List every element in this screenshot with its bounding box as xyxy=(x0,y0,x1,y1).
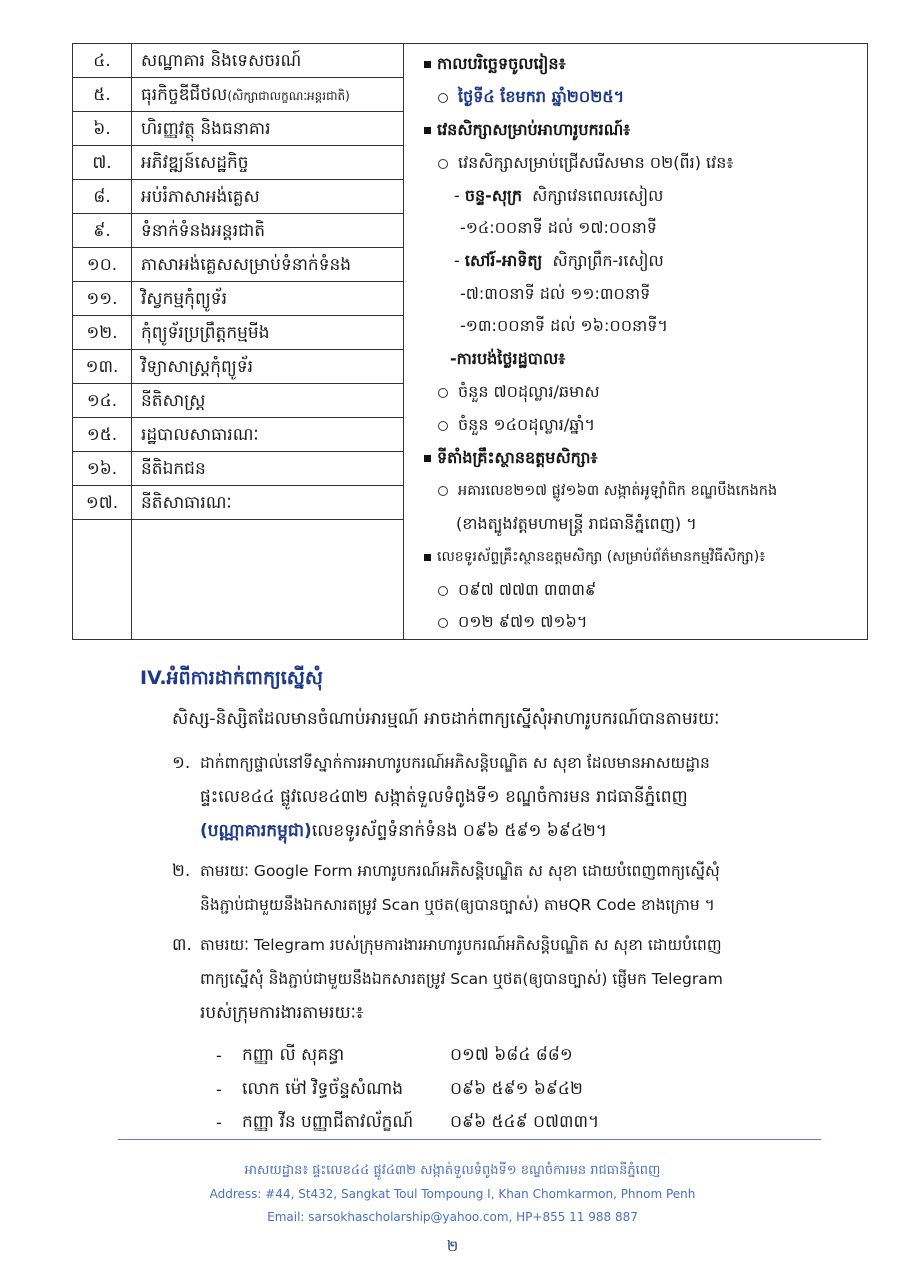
program-name-text: វិទ្យាសាស្ត្រកុំព្យូទ័រ xyxy=(141,357,254,377)
program-name-text: វិស្វកម្មកុំព្យូទ័រ xyxy=(141,289,227,309)
phone-2: ០១២ ៩៧១ ៧១៦។ xyxy=(438,612,587,632)
program-name xyxy=(141,186,260,211)
programs-column xyxy=(73,44,404,639)
bullet-square-icon xyxy=(424,127,431,134)
table-row xyxy=(73,180,403,214)
program-name xyxy=(141,322,270,347)
bullet-circle-icon xyxy=(438,421,448,431)
row-number: ១២. xyxy=(86,323,118,343)
program-name xyxy=(141,220,265,245)
program-name-text: អភិវឌ្ឍន៍សេដ្ឋកិច្ច xyxy=(141,153,249,173)
item-3-line-1: តាមរយៈ Telegram របស់ក្រុមការងារអាហារូបករណ៍អភិសន្តិបណ្ឌិត ស សុខា ដោយបំពេញ xyxy=(200,936,722,954)
item-1-line-2: ផ្ទះលេខ៤៤ ផ្លូវលេខ៤៣២ សង្កាត់ទួលទំពូងទី១ ខណ្ឌចំការមន រាជធានីភ្នំពេញ xyxy=(200,787,688,807)
bullet-circle-icon xyxy=(438,586,448,596)
item-3-line-3: របស់ក្រុមការងារតាមរយៈ៖ xyxy=(200,1003,364,1023)
program-name-text: នីតិសាធារណៈ xyxy=(141,493,232,513)
row-number: ១៣. xyxy=(85,357,119,377)
table-row xyxy=(73,350,403,384)
program-name xyxy=(141,390,205,415)
shift-intro: វេនសិក្សាសម្រាប់ជ្រើសរើសមាន ០២(ពីរ) វេន៖ xyxy=(438,153,733,173)
row-number: ៧. xyxy=(92,153,112,173)
program-name xyxy=(141,50,301,75)
item-1-line-3: (បណ្ណាគារកម្ពុជា)លេខទូរស័ព្ទទំនាក់ទំនង ០៩៦ ៥៩១ ៦៩៤២។ xyxy=(200,821,607,841)
program-name-text: នីតិសាស្ត្រ xyxy=(141,391,206,411)
bank-name: (បណ្ណាគារកម្ពុជា) xyxy=(200,821,312,841)
phone-heading: លេខទូរស័ព្ទគ្រឹះស្ថានឧត្តមសិក្សា (សម្រាប់ព័ត៌មានកម្មវិធីសិក្សា)៖ xyxy=(424,547,765,567)
bullet-circle-icon xyxy=(438,93,448,103)
program-name xyxy=(141,118,271,143)
start-date: ថ្ងៃទី៤ ខែមករា ឆ្នាំ២០២៥។ xyxy=(438,87,624,107)
table-row xyxy=(73,44,403,78)
bullet-square-icon xyxy=(424,61,431,68)
item-1-line-1: ដាក់ពាក្យផ្ទាល់នៅទីស្នាក់ការអាហារូបករណ៍អភិសន្តិបណ្ឌិត ស សុខា ដែលមានអាសយដ្ឋាន xyxy=(200,754,710,772)
row-number: ១៥. xyxy=(86,425,118,445)
program-name-text: កុំព្យូទ័រប្រព្រឹត្តកម្មមីង xyxy=(141,323,270,343)
item-3-line-2: ពាក្យស្នើសុំ និងភ្ជាប់ជាមួយនឹងឯកសារតម្រូវ Scan ឬថត(ឲ្យបានច្បាស់) ផ្ញើមក Telegram xyxy=(200,970,723,988)
fee-heading: -ការបង់ថ្លៃរដ្ឋបាល៖ xyxy=(450,349,566,368)
item-2-line-2: និងភ្ជាប់ជាមួយនឹងឯកសារតម្រូវ Scan ឬថត(ឲ្យបានច្បាស់) តាមQR Code ខាងក្រោម ។ xyxy=(200,896,715,914)
bullet-circle-icon xyxy=(438,618,448,628)
bullet-circle-icon xyxy=(438,159,448,169)
start-heading: កាលបរិច្ឆេទចូលរៀន៖ xyxy=(424,54,566,74)
program-name-text: ភាសាអង់គ្លេសសម្រាប់ទំនាក់ទំនង xyxy=(141,255,352,275)
location-line-2: (ខាងត្បូងវត្តមហាមន្ត្រី រាជធានីភ្នំពេញ) ។ xyxy=(456,514,697,533)
program-note: (សិក្សាជាលក្ខណៈអន្តរជាតិ) xyxy=(227,89,350,103)
location-heading: ទីតាំងគ្រឹះស្ថានឧត្តមសិក្សា៖ xyxy=(424,448,597,468)
dash-bullet: - xyxy=(216,1080,222,1099)
dash-bullet: - xyxy=(216,1046,222,1065)
program-name-text: សណ្ឋាគារ និងទេសចរណ៍ xyxy=(141,51,302,71)
table-row xyxy=(73,452,403,486)
program-name xyxy=(141,288,227,313)
table-row xyxy=(73,248,403,282)
program-name-text: ធុរកិច្ចឌីជីថល xyxy=(141,85,228,105)
weekend-time-morning: -៧:៣០នាទី ដល់ ១១:៣០នាទី xyxy=(460,284,651,303)
fee-semester: ចំនួន ៧០ដុល្លារ/ឆមាស xyxy=(438,382,600,402)
table-row xyxy=(73,418,403,452)
row-number: ៥. xyxy=(93,85,111,105)
footer-email: Email: sarsokhascholarship@yahoo.com, HP+855 11 988 887 xyxy=(267,1210,638,1224)
row-number: ១០. xyxy=(86,255,118,275)
contact-name: កញ្ញា វីន បញ្ញាជីតាវល័ក្ខណ៍ xyxy=(242,1112,414,1132)
bullet-square-icon xyxy=(424,554,431,561)
contact-name: កញ្ញា លី សុគន្ធា xyxy=(242,1045,345,1065)
item-2-number: ២. xyxy=(172,861,191,881)
footer-address-km: អាសយដ្ឋាន៖ ផ្ទះលេខ៤៤ ផ្លូវ៤៣២ សង្កាត់ទួលទំពូងទី១ ខណ្ឌចំការមន រាជធានីភ្នំពេញ xyxy=(244,1163,661,1178)
bullet-circle-icon xyxy=(438,388,448,398)
table-row xyxy=(73,78,403,112)
section-title: IV.អំពីការដាក់ពាក្យស្នើសុំ xyxy=(140,667,323,689)
bullet-square-icon xyxy=(424,455,431,462)
contact-name: លោក ម៉ៅ វិទ្ធច័ន្ទសំណាង xyxy=(242,1079,404,1099)
program-name-text: ទំនាក់ទំនងអន្តរជាតិ xyxy=(141,221,266,241)
weekday-shift: - ចន្ទ-សុក្រ សិក្សាវេនពេលរសៀល xyxy=(454,186,664,205)
row-number: ១៦. xyxy=(86,459,118,479)
row-number: ៩. xyxy=(93,221,111,241)
row-number: ៦. xyxy=(93,119,111,139)
program-name xyxy=(141,492,232,517)
program-name xyxy=(141,152,249,177)
footer-address-en: Address: #44, St432, Sangkat Toul Tompoung I, Khan Chomkarmon, Phnom Penh xyxy=(209,1187,696,1201)
table-row xyxy=(73,214,403,248)
fee-year: ចំនួន ១៤០ដុល្លារ/ឆ្នាំ។ xyxy=(438,415,595,435)
shift-heading: វេនសិក្សាសម្រាប់អាហារូបករណ៍៖ xyxy=(424,120,630,140)
program-name xyxy=(141,84,350,109)
row-number: ១៧. xyxy=(85,493,119,513)
dash-bullet: - xyxy=(216,1113,222,1132)
row-number: ៨. xyxy=(93,187,111,207)
contact-phone: ០៩៦ ៥៤៩ ០៧៣៣។ xyxy=(450,1112,600,1132)
row-number: ៤. xyxy=(93,51,111,71)
contact-phone: ០៩៦ ៥៩១ ៦៩៤២ xyxy=(450,1079,583,1099)
table-row xyxy=(73,486,403,520)
table-row xyxy=(73,384,403,418)
weekday-time: -១៤:០០នាទី ដល់ ១៧:០០នាទី xyxy=(460,218,657,237)
table-row xyxy=(73,112,403,146)
footer-divider xyxy=(118,1139,821,1140)
contact-phone: ០១៧ ៦៨៤ ៨៨១ xyxy=(450,1045,573,1065)
weekend-time-afternoon: -១៣:០០នាទី ដល់ ១៦:០០នាទី។ xyxy=(460,316,668,335)
phone-1: ០៩៧ ៧៧៣ ៣៣៣៩ xyxy=(438,580,596,600)
location-line-1: អគារលេខ២១៧ ផ្លូវ១៦៣ សង្កាត់អូឡាំពិក ខណ្ឌបឹងកេងកង xyxy=(438,481,777,501)
row-number: ១៤. xyxy=(86,391,118,411)
program-name-text: ហិរញ្ញវត្ថុ និងធនាគារ xyxy=(141,119,271,139)
table-row xyxy=(73,282,403,316)
bullet-circle-icon xyxy=(438,486,448,496)
programs-table xyxy=(72,43,868,640)
program-name xyxy=(141,424,259,449)
program-name xyxy=(141,458,206,483)
table-row xyxy=(73,146,403,180)
item-1-number: ១. xyxy=(172,753,191,773)
table-row xyxy=(73,316,403,350)
weekend-shift: - សៅរ៍-អាទិត្យ សិក្សាព្រឹក-រសៀល xyxy=(454,251,664,270)
row-number: ១១. xyxy=(86,289,118,309)
page-number: ២ xyxy=(446,1237,459,1255)
details-column xyxy=(404,44,868,639)
item-2-line-1: តាមរយៈ Google Form អាហារូបករណ៍អភិសន្តិបណ្ឌិត ស សុខា ដោយបំពេញពាក្យស្នើសុំ xyxy=(200,862,720,880)
program-name xyxy=(141,356,253,381)
section-intro: សិស្ស-និស្សិតដែលមានចំណាប់អារម្មណ៍ អាចដាក់ពាក្យស្នើសុំអាហារូបករណ៍បានតាមរយៈ xyxy=(172,709,720,729)
program-name-text: រដ្ឋបាលសាធារណៈ xyxy=(141,425,259,445)
program-name-text: នីតិឯកជន xyxy=(141,459,206,479)
item-3-number: ៣. xyxy=(172,935,192,955)
program-name xyxy=(141,254,351,279)
program-name-text: អប់រំភាសាអង់គ្លេស xyxy=(141,187,260,207)
